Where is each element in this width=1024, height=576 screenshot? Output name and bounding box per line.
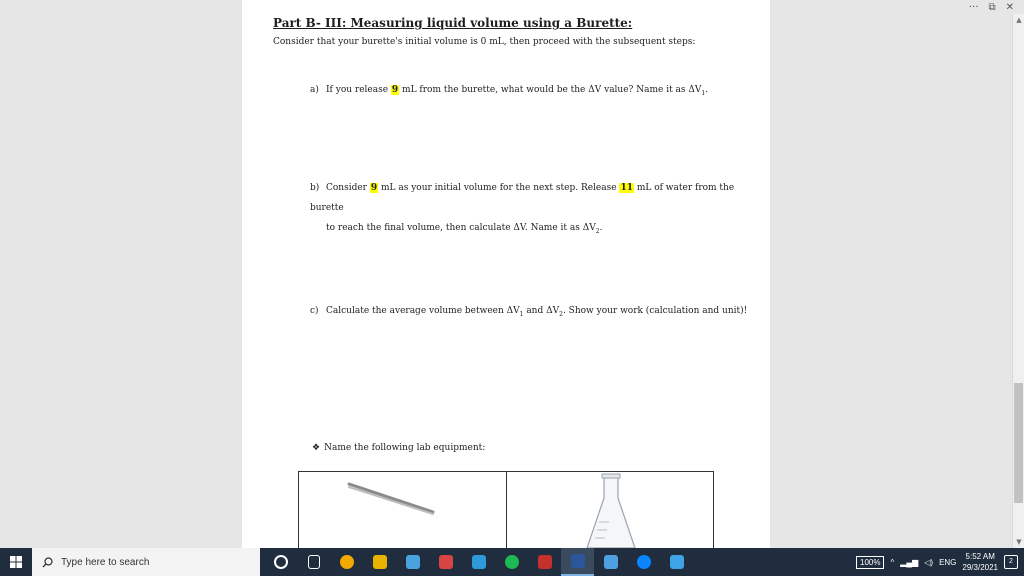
windows-logo-icon	[10, 556, 22, 568]
restore-icon[interactable]: ⧉	[988, 1, 996, 13]
question-text: mL as your initial volume for the next step. Release	[378, 183, 620, 193]
equipment-prompt-text: Name the following lab equipment:	[324, 443, 486, 453]
cortana-icon-glyph	[274, 555, 288, 569]
close-icon[interactable]: ✕	[1005, 1, 1014, 13]
image-viewer-icon[interactable]	[660, 548, 693, 576]
section-heading: Part B- III: Measuring liquid volume using a Burette:	[273, 16, 633, 30]
network-icon[interactable]: ▂▄▆	[900, 557, 919, 567]
tray-chevron-icon[interactable]: ^	[890, 557, 895, 567]
language-indicator[interactable]: ENG	[939, 557, 957, 567]
highlighted-value: 11	[620, 183, 633, 193]
steam-icon[interactable]	[462, 548, 495, 576]
search-placeholder: Type here to search	[61, 556, 150, 568]
question-text: Consider	[326, 183, 370, 193]
clock-time: 5:52 AM	[965, 552, 995, 561]
question-label: b)	[310, 183, 320, 193]
edge-icon-glyph	[637, 555, 651, 569]
steam-icon-glyph	[472, 555, 486, 569]
question-label: a)	[310, 85, 319, 95]
question-text: .	[705, 85, 709, 95]
equipment-cell-tweezers	[299, 472, 507, 548]
vertical-scrollbar[interactable]	[1012, 14, 1024, 548]
window-controls	[969, 0, 1014, 14]
taskbar-search-box[interactable]	[32, 548, 260, 576]
equipment-cell-flask	[507, 472, 714, 548]
question-text: to reach the final volume, then calculate ΔV. Name it as ΔV	[326, 223, 596, 233]
paint-icon-glyph	[604, 555, 618, 569]
taskbar	[0, 548, 1024, 576]
adobe-icon-glyph	[538, 555, 552, 569]
spotify-icon[interactable]	[495, 548, 528, 576]
paint-icon[interactable]	[594, 548, 627, 576]
question-label: c)	[310, 306, 319, 316]
scroll-down-icon[interactable]: ▼	[1016, 538, 1022, 546]
cortana-icon[interactable]	[264, 548, 297, 576]
system-tray	[856, 548, 1024, 576]
question-text: . Show your work (calculation and unit)!	[562, 306, 748, 316]
photos-icon-glyph	[439, 555, 453, 569]
subscript: 1	[701, 89, 706, 97]
volume-icon[interactable]: ◁)	[924, 557, 934, 567]
intro-text: Consider that your burette's initial volume is 0 mL, then proceed with the subsequent steps:	[273, 37, 696, 47]
clock[interactable]	[962, 551, 998, 573]
scroll-thumb[interactable]	[1014, 383, 1023, 503]
question-a	[310, 80, 708, 104]
question-b	[310, 178, 750, 242]
file-explorer-icon[interactable]	[363, 548, 396, 576]
task-view-icon[interactable]	[297, 548, 330, 576]
tweezers-image	[299, 472, 506, 548]
question-text: If you release	[326, 85, 391, 95]
document-page	[242, 0, 770, 548]
adobe-icon[interactable]	[528, 548, 561, 576]
spotify-icon-glyph	[505, 555, 519, 569]
highlighted-value: 9	[370, 183, 378, 193]
start-button[interactable]	[0, 548, 32, 576]
equipment-table	[298, 471, 714, 548]
subscript: 2	[559, 310, 563, 318]
image-viewer-icon-glyph	[670, 555, 684, 569]
zoom-level-badge[interactable]: 100%	[856, 556, 884, 569]
question-text: and ΔV	[523, 306, 560, 316]
subscript: 2	[595, 227, 600, 235]
question-text: Calculate the average volume between ΔV	[326, 306, 520, 316]
scroll-up-icon[interactable]: ▲	[1016, 16, 1022, 24]
taskbar-app-list	[264, 548, 693, 576]
clock-date: 29/3/2021	[962, 563, 998, 572]
question-text: mL of water from the burette	[310, 183, 735, 213]
more-options-icon[interactable]: ···	[968, 1, 979, 13]
question-text: mL from the burette, what would be the ΔV value? Name it as ΔV	[399, 85, 702, 95]
question-c	[310, 301, 747, 325]
mail-icon-glyph	[406, 555, 420, 569]
highlighted-value: 9	[391, 85, 399, 95]
edge-icon[interactable]	[627, 548, 660, 576]
chrome-icon-glyph	[340, 555, 354, 569]
task-view-icon-glyph	[308, 555, 320, 569]
erlenmeyer-flask-image	[507, 472, 714, 548]
word-icon[interactable]	[561, 548, 594, 576]
chrome-icon[interactable]	[330, 548, 363, 576]
mail-icon[interactable]	[396, 548, 429, 576]
file-explorer-icon-glyph	[373, 555, 387, 569]
notification-center-icon[interactable]: 2	[1004, 555, 1018, 569]
bullet-icon: ❖	[312, 443, 321, 453]
word-icon-glyph	[571, 554, 585, 568]
question-text: .	[599, 223, 603, 233]
equipment-prompt	[312, 443, 485, 453]
photos-icon[interactable]	[429, 548, 462, 576]
subscript: 1	[519, 310, 524, 318]
search-icon	[42, 557, 53, 568]
